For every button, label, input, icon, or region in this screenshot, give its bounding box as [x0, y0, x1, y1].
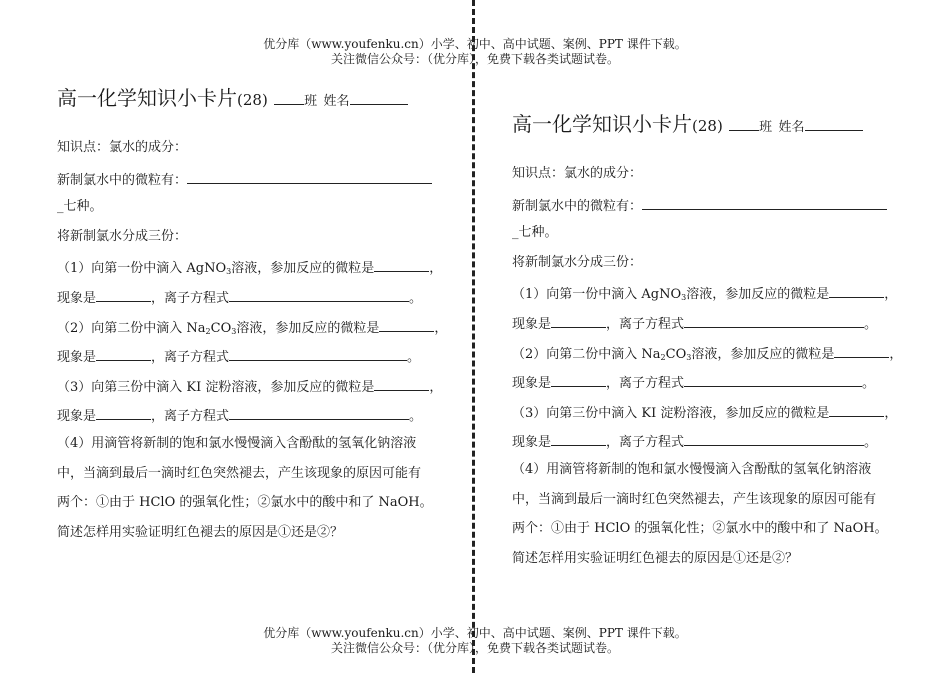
q1-prefix: （1）向第一份中滴入 AgNO	[57, 261, 227, 277]
phenomenon-blank-2[interactable]	[96, 347, 151, 361]
split-line: 将新制氯水分成三份：	[57, 228, 188, 244]
phenomenon-line-1	[57, 288, 457, 318]
question-4-line-1: （4）用滴管将新制的饱和氯水慢慢滴入含酚酞的氢氧化钠溶液	[57, 435, 417, 451]
footer-banner	[0, 626, 950, 656]
card-title-main: 高一化学知识小卡片	[512, 112, 692, 136]
question-1	[57, 258, 457, 288]
q1-suffix: 溶液，参加反应的微粒是	[231, 261, 375, 277]
question-2	[512, 344, 912, 374]
q2-comma: ，	[434, 320, 448, 336]
cut-line-divider	[472, 0, 475, 673]
class-blank[interactable]	[274, 91, 304, 105]
period-2: 。	[407, 350, 421, 366]
q2-subscript-1: 2	[660, 352, 666, 362]
q1-subscript: 3	[681, 293, 687, 303]
knowledge-card-right	[512, 112, 912, 580]
question-3	[57, 377, 457, 407]
phenomenon-blank-1[interactable]	[96, 288, 151, 302]
q2-suffix: 溶液，参加反应的微粒是	[691, 346, 835, 362]
seven-kinds-line: _七种。	[57, 199, 103, 215]
question-4-line-2: 中，当滴到最后一滴时红色突然褪去，产生该现象的原因可能有	[57, 465, 422, 481]
q3-text: （3）向第三份中滴入 KI 淀粉溶液，参加反应的微粒是	[512, 405, 830, 421]
card-title-number: (28)	[692, 117, 723, 135]
equation-blank-3[interactable]	[229, 406, 409, 420]
phenomenon-blank-3[interactable]	[96, 406, 151, 420]
question-4-line-4: 简述怎样用实验证明红色褪去的原因是①还是②？	[57, 524, 344, 540]
period-1: 。	[409, 290, 423, 306]
particles-blank[interactable]	[187, 170, 432, 184]
phenomenon-label-1: 现象是	[512, 316, 552, 332]
phenomenon-blank-3[interactable]	[551, 432, 606, 446]
card-title	[512, 112, 912, 140]
banner-line-1: 优分库（www.youfenku.cn）小学、初中、高中试题、案例、PPT 课件下载。	[263, 37, 687, 51]
particles-label: 新制氯水中的微粒有：	[512, 198, 643, 214]
question-4-line-4: 简述怎样用实验证明红色褪去的原因是①还是②？	[512, 550, 799, 566]
particles-label: 新制氯水中的微粒有：	[57, 172, 188, 188]
ionic-label-1: ，离子方程式	[606, 316, 685, 332]
name-blank[interactable]	[350, 91, 408, 105]
q2-particle-blank[interactable]	[379, 318, 434, 332]
equation-blank-2[interactable]	[229, 347, 407, 361]
phenomenon-label-2: 现象是	[512, 376, 552, 392]
phenomenon-label-2: 现象是	[57, 350, 97, 366]
name-label: 姓名	[778, 120, 805, 135]
seven-kinds-text: 七种。	[63, 199, 103, 215]
q3-text: （3）向第三份中滴入 KI 淀粉溶液，参加反应的微粒是	[57, 379, 375, 395]
q3-comma: ，	[429, 379, 443, 395]
phenomenon-blank-2[interactable]	[551, 373, 606, 387]
question-1	[512, 284, 912, 314]
name-blank[interactable]	[805, 117, 863, 131]
seven-kinds-text: 七种。	[518, 225, 558, 241]
particles-line	[512, 196, 912, 226]
q2-prefix: （2）向第二份中滴入 Na	[57, 320, 206, 336]
phenomenon-line-1	[512, 314, 912, 344]
q1-comma: ，	[429, 261, 443, 277]
q3-comma: ，	[884, 405, 898, 421]
ionic-label-3: ，离子方程式	[151, 409, 230, 425]
question-4-line-3: 两个：①由于 HClO 的强氧化性；②氯水中的酸中和了 NaOH。	[57, 495, 433, 511]
equation-blank-2[interactable]	[684, 373, 862, 387]
particles-blank[interactable]	[642, 196, 887, 210]
ionic-label-1: ，离子方程式	[151, 290, 230, 306]
phenomenon-line-3	[57, 406, 457, 436]
particles-line	[57, 170, 457, 200]
banner-line-2: 关注微信公众号：（优分库），免费下载各类试题试卷。	[330, 641, 619, 655]
question-4-line-1: （4）用滴管将新制的饱和氯水慢慢滴入含酚酞的氢氧化钠溶液	[512, 461, 872, 477]
name-label: 姓名	[323, 94, 350, 109]
class-blank[interactable]	[729, 117, 759, 131]
period-3: 。	[409, 409, 423, 425]
card-title	[57, 86, 457, 114]
split-line: 将新制氯水分成三份：	[512, 254, 643, 270]
class-label: 班	[759, 120, 773, 135]
q2-subscript-2: 3	[231, 326, 237, 336]
card-title-main: 高一化学知识小卡片	[57, 86, 237, 110]
phenomenon-label-3: 现象是	[512, 435, 552, 451]
q1-prefix: （1）向第一份中滴入 AgNO	[512, 287, 682, 303]
q1-particle-blank[interactable]	[374, 258, 429, 272]
question-3	[512, 403, 912, 433]
ionic-label-2: ，离子方程式	[151, 350, 230, 366]
banner-line-2: 关注微信公众号：（优分库），免费下载各类试题试卷。	[330, 52, 619, 66]
q1-particle-blank[interactable]	[829, 284, 884, 298]
q2-subscript-1: 2	[205, 326, 211, 336]
q2-comma: ，	[889, 346, 903, 362]
phenomenon-line-2	[57, 347, 457, 377]
q2-prefix: （2）向第二份中滴入 Na	[512, 346, 661, 362]
class-label: 班	[304, 94, 318, 109]
ionic-label-2: ，离子方程式	[606, 376, 685, 392]
q1-suffix: 溶液，参加反应的微粒是	[686, 287, 830, 303]
q3-particle-blank[interactable]	[374, 377, 429, 391]
knowledge-card-left	[57, 86, 457, 554]
seven-kinds-line: _七种。	[512, 225, 558, 241]
q1-comma: ，	[884, 287, 898, 303]
header-banner	[0, 37, 950, 67]
knowledge-point-line: 知识点：氯水的成分：	[57, 140, 188, 155]
card-title-number: (28)	[237, 91, 268, 109]
q1-subscript: 3	[226, 267, 232, 277]
phenomenon-line-2	[512, 373, 912, 403]
q2-mid: CO	[210, 320, 232, 336]
equation-blank-1[interactable]	[229, 288, 409, 302]
q3-particle-blank[interactable]	[829, 403, 884, 417]
period-2: 。	[862, 376, 876, 392]
phenomenon-blank-1[interactable]	[551, 314, 606, 328]
knowledge-point-line: 知识点：氯水的成分：	[512, 166, 643, 181]
question-4-line-2: 中，当滴到最后一滴时红色突然褪去，产生该现象的原因可能有	[512, 491, 877, 507]
q2-suffix: 溶液，参加反应的微粒是	[236, 320, 380, 336]
equation-blank-1[interactable]	[684, 314, 864, 328]
q2-mid: CO	[665, 346, 687, 362]
phenomenon-label-1: 现象是	[57, 290, 97, 306]
ionic-label-3: ，离子方程式	[606, 435, 685, 451]
question-4-line-3: 两个：①由于 HClO 的强氧化性；②氯水中的酸中和了 NaOH。	[512, 521, 888, 537]
question-2	[57, 318, 457, 348]
equation-blank-3[interactable]	[684, 432, 864, 446]
period-3: 。	[864, 435, 878, 451]
period-1: 。	[864, 316, 878, 332]
q2-subscript-2: 3	[686, 352, 692, 362]
phenomenon-label-3: 现象是	[57, 409, 97, 425]
phenomenon-line-3	[512, 432, 912, 462]
banner-line-1: 优分库（www.youfenku.cn）小学、初中、高中试题、案例、PPT 课件下载。	[263, 626, 687, 640]
q2-particle-blank[interactable]	[834, 344, 889, 358]
